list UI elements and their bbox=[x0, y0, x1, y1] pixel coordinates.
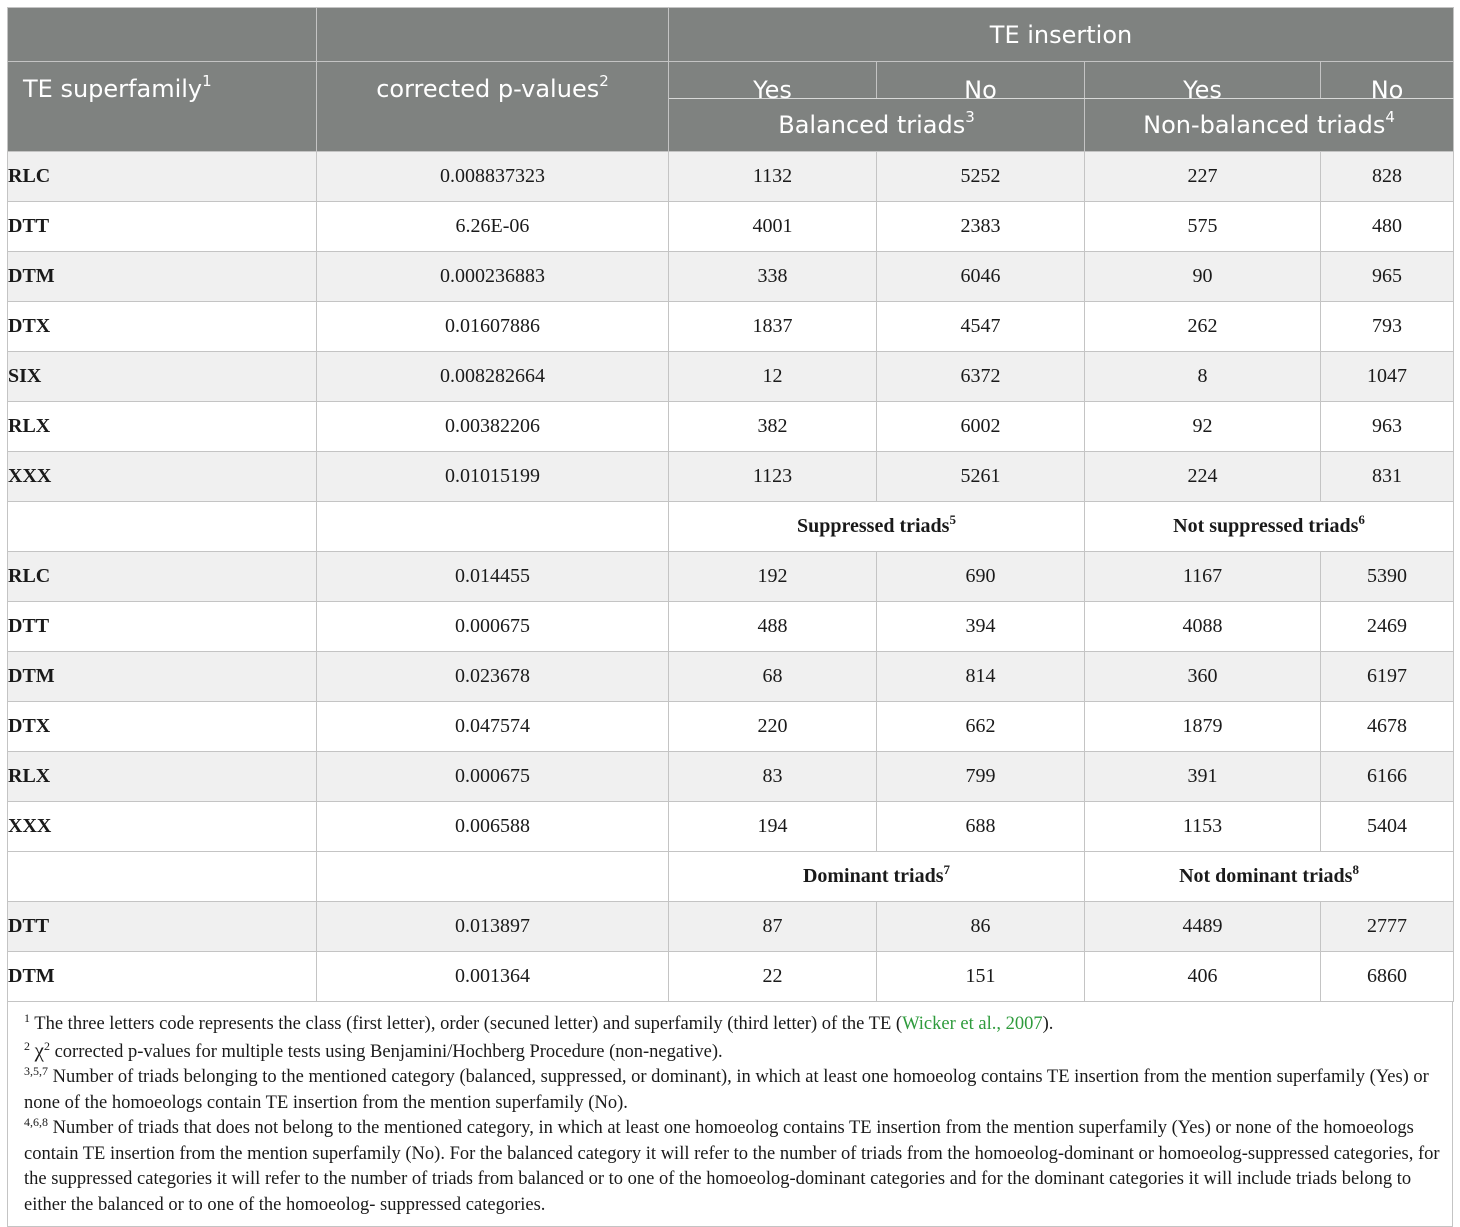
section-label-category: Dominant triads$^7$ bbox=[669, 852, 1085, 902]
cell-category-yes: 1132 bbox=[669, 152, 877, 202]
cell-category-no: 690 bbox=[877, 552, 1085, 602]
cell-not-category-no: 2469 bbox=[1321, 602, 1454, 652]
cell-category-no: 151 bbox=[877, 952, 1085, 1002]
cell-p-value: 0.008282664 bbox=[317, 352, 669, 402]
cell-not-category-yes: 360 bbox=[1085, 652, 1321, 702]
cell-category-no: 5261 bbox=[877, 452, 1085, 502]
chi-symbol: χ bbox=[34, 1037, 44, 1062]
cell-not-category-no: 963 bbox=[1321, 402, 1454, 452]
cell-category-no: 6046 bbox=[877, 252, 1085, 302]
cell-superfamily: RLC bbox=[8, 552, 317, 602]
section-label-not-category: Not suppressed triads$^6$ bbox=[1085, 502, 1454, 552]
header-balanced-triads: Balanced triads$^3$ bbox=[669, 99, 1085, 152]
cell-category-yes: 4001 bbox=[669, 202, 877, 252]
cell-category-yes: 68 bbox=[669, 652, 877, 702]
cell-p-value: 0.013897 bbox=[317, 902, 669, 952]
table-row bbox=[8, 652, 1454, 702]
cell-category-yes: 1837 bbox=[669, 302, 877, 352]
cell-not-category-yes: 90 bbox=[1085, 252, 1321, 302]
table-row bbox=[8, 302, 1454, 352]
cell-p-value: 0.006588 bbox=[317, 802, 669, 852]
cell-category-no: 5252 bbox=[877, 152, 1085, 202]
cell-category-yes: 1123 bbox=[669, 452, 877, 502]
cell-p-value: 0.01607886 bbox=[317, 302, 669, 352]
cell-superfamily: DTM bbox=[8, 252, 317, 302]
cell-category-yes: 83 bbox=[669, 752, 877, 802]
table-row bbox=[8, 952, 1454, 1002]
table-row bbox=[8, 802, 1454, 852]
section-label-category: Suppressed triads$^5$ bbox=[669, 502, 1085, 552]
footnote-1: $^1$ The three letters code represents the class (first letter), order (secuned letter) and superfamily (third letter) of the TE (Wicker et al., 2007). bbox=[24, 1011, 1054, 1034]
cell-category-no: 662 bbox=[877, 702, 1085, 752]
cell-superfamily: RLX bbox=[8, 402, 317, 452]
empty-cell bbox=[317, 502, 669, 552]
cell-not-category-yes: 4088 bbox=[1085, 602, 1321, 652]
cell-p-value: 0.008837323 bbox=[317, 152, 669, 202]
cell-not-category-no: 1047 bbox=[1321, 352, 1454, 402]
footnote-2: $^2$ $\chi^2$ corrected p-values for multiple tests using Benjamini/Hochberg Procedure (non-negative). bbox=[24, 1037, 723, 1062]
footnote-3: $^{3,5,7}$ Number of triads belonging to the mentioned category (balanced, suppressed, or dominant), in which at least one homoeolog contains TE insertion from the mention superfamily (Yes) or none of the homoeologs contain TE insertion from the mention superfamily (No). bbox=[24, 1064, 1429, 1113]
cell-p-value: 0.001364 bbox=[317, 952, 669, 1002]
cell-p-value: 0.01015199 bbox=[317, 452, 669, 502]
citation-link[interactable]: Wicker et al., 2007 bbox=[902, 1014, 1043, 1034]
table-row bbox=[8, 552, 1454, 602]
cell-not-category-no: 2777 bbox=[1321, 902, 1454, 952]
header-no: No bbox=[1321, 62, 1454, 99]
cell-superfamily: DTM bbox=[8, 952, 317, 1002]
table-row bbox=[8, 252, 1454, 302]
cell-p-value: 0.014455 bbox=[317, 552, 669, 602]
cell-not-category-yes: 1153 bbox=[1085, 802, 1321, 852]
table-row bbox=[8, 352, 1454, 402]
cell-category-yes: 382 bbox=[669, 402, 877, 452]
cell-category-yes: 22 bbox=[669, 952, 877, 1002]
table-row bbox=[8, 702, 1454, 752]
cell-not-category-yes: 4489 bbox=[1085, 902, 1321, 952]
cell-not-category-yes: 1167 bbox=[1085, 552, 1321, 602]
te-insertion-table bbox=[7, 7, 1454, 1002]
cell-superfamily: DTM bbox=[8, 652, 317, 702]
cell-category-no: 814 bbox=[877, 652, 1085, 702]
table-container bbox=[7, 7, 1453, 1227]
cell-not-category-yes: 391 bbox=[1085, 752, 1321, 802]
cell-superfamily: RLX bbox=[8, 752, 317, 802]
cell-p-value: 0.000675 bbox=[317, 602, 669, 652]
table-row bbox=[8, 752, 1454, 802]
cell-not-category-yes: 8 bbox=[1085, 352, 1321, 402]
cell-superfamily: SIX bbox=[8, 352, 317, 402]
table-row bbox=[8, 602, 1454, 652]
cell-p-value: 0.047574 bbox=[317, 702, 669, 752]
header-te-superfamily: TE superfamily$^1$ bbox=[8, 62, 317, 152]
cell-not-category-no: 6860 bbox=[1321, 952, 1454, 1002]
table-row bbox=[8, 902, 1454, 952]
cell-not-category-no: 5404 bbox=[1321, 802, 1454, 852]
cell-category-yes: 192 bbox=[669, 552, 877, 602]
cell-not-category-yes: 262 bbox=[1085, 302, 1321, 352]
table-row bbox=[8, 152, 1454, 202]
section-header-row bbox=[8, 852, 1454, 902]
cell-category-no: 6002 bbox=[877, 402, 1085, 452]
cell-not-category-no: 828 bbox=[1321, 152, 1454, 202]
cell-category-yes: 338 bbox=[669, 252, 877, 302]
cell-not-category-no: 480 bbox=[1321, 202, 1454, 252]
cell-not-category-no: 4678 bbox=[1321, 702, 1454, 752]
cell-superfamily: DTX bbox=[8, 302, 317, 352]
cell-not-category-yes: 406 bbox=[1085, 952, 1321, 1002]
table-row bbox=[8, 402, 1454, 452]
cell-category-yes: 87 bbox=[669, 902, 877, 952]
cell-p-value: 0.000236883 bbox=[317, 252, 669, 302]
cell-not-category-yes: 92 bbox=[1085, 402, 1321, 452]
cell-category-yes: 194 bbox=[669, 802, 877, 852]
cell-category-no: 799 bbox=[877, 752, 1085, 802]
cell-not-category-no: 6197 bbox=[1321, 652, 1454, 702]
empty-cell bbox=[8, 502, 317, 552]
empty-cell bbox=[8, 852, 317, 902]
cell-not-category-yes: 1879 bbox=[1085, 702, 1321, 752]
section-label-not-category: Not dominant triads$^8$ bbox=[1085, 852, 1454, 902]
cell-not-category-no: 5390 bbox=[1321, 552, 1454, 602]
cell-superfamily: DTT bbox=[8, 902, 317, 952]
cell-p-value: 0.023678 bbox=[317, 652, 669, 702]
header-no: No bbox=[877, 62, 1085, 99]
cell-p-value: 6.26E-06 bbox=[317, 202, 669, 252]
table-row bbox=[8, 202, 1454, 252]
cell-category-no: 688 bbox=[877, 802, 1085, 852]
cell-category-yes: 12 bbox=[669, 352, 877, 402]
cell-not-category-yes: 224 bbox=[1085, 452, 1321, 502]
header-te-insertion: TE insertion bbox=[669, 8, 1454, 62]
cell-category-yes: 488 bbox=[669, 602, 877, 652]
cell-not-category-no: 793 bbox=[1321, 302, 1454, 352]
header-corrected-p-values: corrected p-values$^2$ bbox=[317, 62, 669, 152]
cell-p-value: 0.000675 bbox=[317, 752, 669, 802]
cell-superfamily: DTX bbox=[8, 702, 317, 752]
section-header-row bbox=[8, 502, 1454, 552]
cell-superfamily: XXX bbox=[8, 802, 317, 852]
cell-category-no: 4547 bbox=[877, 302, 1085, 352]
cell-superfamily: DTT bbox=[8, 602, 317, 652]
footnotes bbox=[7, 1002, 1453, 1227]
cell-p-value: 0.00382206 bbox=[317, 402, 669, 452]
cell-category-no: 86 bbox=[877, 902, 1085, 952]
table-row bbox=[8, 452, 1454, 502]
cell-not-category-yes: 227 bbox=[1085, 152, 1321, 202]
cell-category-yes: 220 bbox=[669, 702, 877, 752]
cell-category-no: 2383 bbox=[877, 202, 1085, 252]
header-non-balanced-triads: Non-balanced triads$^4$ bbox=[1085, 99, 1454, 152]
cell-not-category-no: 6166 bbox=[1321, 752, 1454, 802]
header-empty-cell bbox=[8, 8, 317, 62]
header-yes: Yes bbox=[1085, 62, 1321, 99]
table-body bbox=[8, 152, 1454, 1002]
cell-category-no: 6372 bbox=[877, 352, 1085, 402]
cell-superfamily: RLC bbox=[8, 152, 317, 202]
cell-not-category-no: 965 bbox=[1321, 252, 1454, 302]
footnote-4: $^{4,6,8}$ Number of triads that does not belong to the mentioned category, in which at least one homoeolog contains TE insertion from the mention superfamily (Yes) or none of the homoeologs contain TE insertion from the mention superfamily (No). For the balanced category it will refer to the number of triads from the homoeolog-dominant or homoeolog-suppressed categories, for the suppressed categories it will refer to the number of triads from balanced or to one of the homoeolog-dominant categories and for the dominant categories it will include triads belong to either the balanced or to one of the homoeolog- suppressed categories. bbox=[24, 1115, 1440, 1215]
cell-not-category-no: 831 bbox=[1321, 452, 1454, 502]
cell-not-category-yes: 575 bbox=[1085, 202, 1321, 252]
header-empty-cell bbox=[317, 8, 669, 62]
empty-cell bbox=[317, 852, 669, 902]
cell-category-no: 394 bbox=[877, 602, 1085, 652]
header-yes: Yes bbox=[669, 62, 877, 99]
cell-superfamily: DTT bbox=[8, 202, 317, 252]
table-header bbox=[8, 8, 1454, 152]
cell-superfamily: XXX bbox=[8, 452, 317, 502]
